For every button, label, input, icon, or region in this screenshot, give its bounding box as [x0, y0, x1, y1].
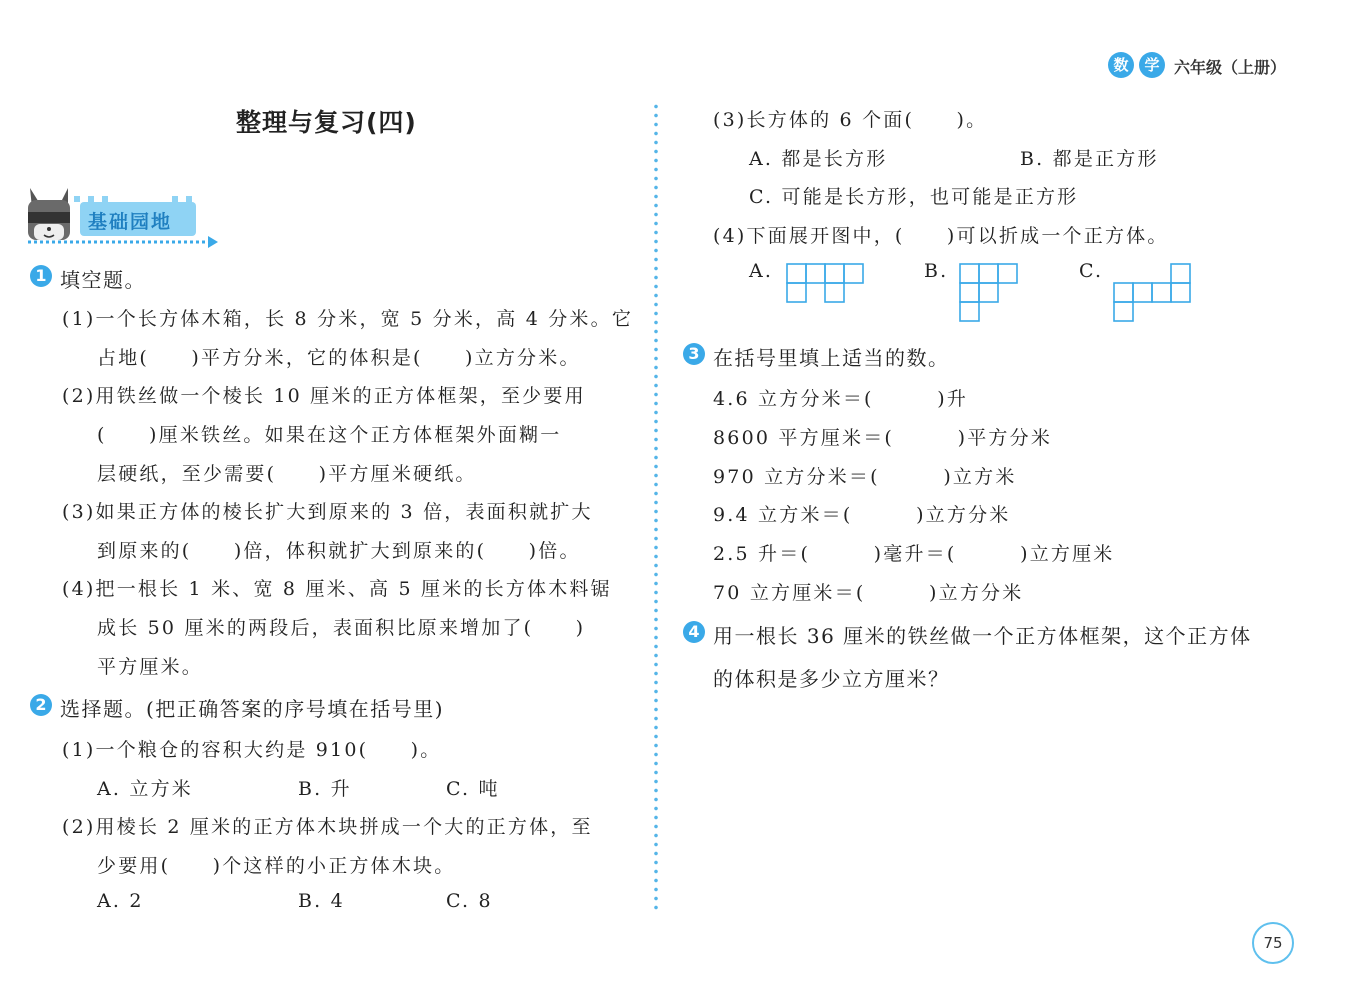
q2-s4-option-c: C. — [1079, 260, 1104, 282]
q2-s2-option-b: B. 4 — [298, 890, 345, 912]
q3-number-badge: 3 — [683, 343, 705, 365]
q1-line: (4)把一根长 1 米、宽 8 厘米、高 5 厘米的长方体木料锯 — [62, 578, 612, 600]
q2-s1: (1)一个粮仓的容积大约是 910( )。 — [62, 739, 442, 761]
q2-s4-option-a: A. — [749, 260, 774, 282]
q2-s4-option-b: B. — [924, 260, 949, 282]
net-a-diagram — [786, 263, 866, 303]
q2-s3-option-a: A. 都是长方形 — [749, 148, 888, 170]
q4-line1: 用一根长 36 厘米的铁丝做一个正方体框架，这个正方体 — [713, 624, 1252, 648]
q2-number-badge: 2 — [30, 694, 52, 716]
q3-line: 9.4 立方米＝( )立方分米 — [713, 504, 1011, 526]
q2-s3-option-c: C. 可能是长方形，也可能是正方形 — [749, 186, 1079, 208]
q1-line: 占地( )平方分米，它的体积是( )立方分米。 — [97, 347, 581, 369]
q1-line: ( )厘米铁丝。如果在这个正方体框架外面糊一 — [97, 424, 562, 446]
page-title: 整理与复习(四) — [236, 108, 417, 137]
section-banner — [24, 186, 224, 250]
q3-title: 在括号里填上适当的数。 — [713, 346, 950, 370]
q1-line: 平方厘米。 — [97, 656, 204, 678]
q2-s3-option-b: B. 都是正方形 — [1020, 148, 1159, 170]
q1-line: 到原来的( )倍，体积就扩大到原来的( )倍。 — [97, 540, 581, 562]
q1-title: 填空题。 — [60, 268, 146, 292]
page-number: 75 — [1252, 922, 1294, 964]
q3-line: 70 立方厘米＝( )立方分米 — [713, 582, 1024, 604]
q2-s2-option-a: A. 2 — [97, 890, 144, 912]
q1-line: 层硬纸，至少需要( )平方厘米硬纸。 — [97, 463, 477, 485]
q4-line2: 的体积是多少立方厘米？ — [713, 667, 950, 691]
subject-badge-shu: 数 — [1108, 52, 1134, 78]
section-banner-label: 基础园地 — [88, 211, 173, 233]
q1-line: (3)如果正方体的棱长扩大到原来的 3 倍，表面积就扩大 — [62, 501, 593, 523]
q3-line: 2.5 升＝( )毫升＝( )立方厘米 — [713, 543, 1115, 565]
q4-number-badge: 4 — [683, 621, 705, 643]
net-b-diagram — [959, 263, 1021, 323]
q2-s4: (4)下面展开图中，( )可以折成一个正方体。 — [713, 225, 1169, 247]
column-divider — [654, 102, 658, 910]
grade-label: 六年级（上册） — [1174, 58, 1287, 77]
q1-number-badge: 1 — [30, 265, 52, 287]
q1-line: (2)用铁丝做一个棱长 10 厘米的正方体框架，至少要用 — [62, 385, 586, 407]
q3-line: 8600 平方厘米＝( )平方分米 — [713, 427, 1053, 449]
q2-s2-option-c: C. 8 — [446, 890, 493, 912]
q2-s2-line2: 少要用( )个这样的小正方体木块。 — [97, 855, 456, 877]
subject-badge-xue: 学 — [1139, 52, 1165, 78]
q3-line: 4.6 立方分米＝( )升 — [713, 388, 969, 410]
q3-line: 970 立方分米＝( )立方米 — [713, 466, 1017, 488]
q2-s2-line1: (2)用棱长 2 厘米的正方体木块拼成一个大的正方体，至 — [62, 816, 593, 838]
q2-s1-option-c: C. 吨 — [446, 778, 500, 800]
q2-title: 选择题。(把正确答案的序号填在括号里) — [60, 697, 445, 721]
net-c-diagram — [1113, 263, 1193, 323]
q1-line: 成长 50 厘米的两段后，表面积比原来增加了( ) — [97, 617, 586, 639]
q2-s3: (3)长方体的 6 个面( )。 — [713, 109, 988, 131]
q2-s1-option-a: A. 立方米 — [97, 778, 194, 800]
q2-s1-option-b: B. 升 — [298, 778, 352, 800]
q1-line: (1)一个长方体木箱，长 8 分米，宽 5 分米，高 4 分米。它 — [62, 308, 634, 330]
